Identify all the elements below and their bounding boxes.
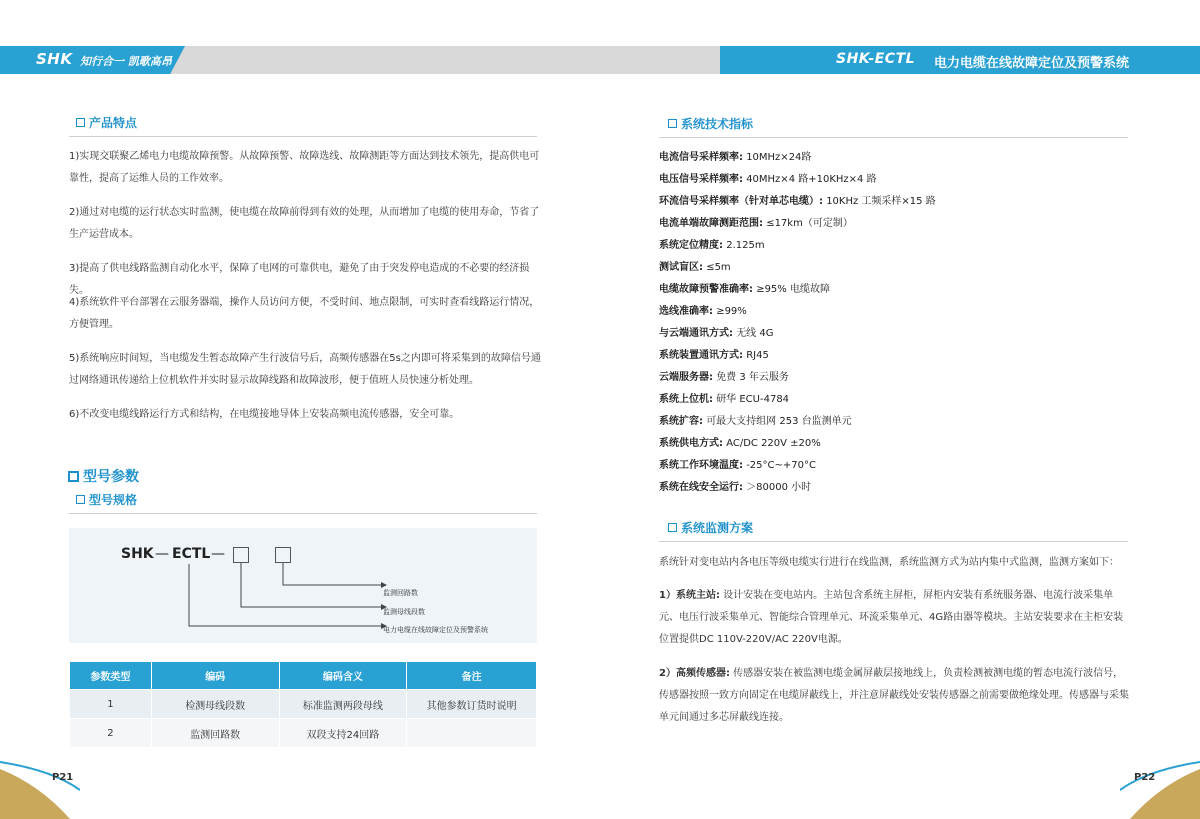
feature-3: 3)提高了供电线路监测自动化水平，保障了电网的可靠供电，避免了由于突发停电造成的不必要的经济损失。 xyxy=(69,263,530,296)
spec-row xyxy=(659,301,747,323)
diagram-label-system: 电力电缆在线故障定位及预警系统 xyxy=(383,626,488,634)
spec-row xyxy=(659,411,852,433)
main-station-paragraph: 1）系统主站: 设计安装在变电站内。主站包含系统主屏柜，屏柜内安装有系统服务器、电流行波采集单 元、电压行波采集单元、智能综合管理单元、环流采集单元、4G路由器等模块。主站安装要求在主柜安装 位置提供DC 110V-220V/AC 220V电源。 xyxy=(659,590,1124,645)
spec-label: 云端服务器: xyxy=(659,372,713,383)
feature-5: 5)系统响应时间短，当电缆发生暂态故障产生行波信号后，高频传感器在5s之内即可将采集到的故障信号通 过网络通讯传递给上位机软件并实时显示故障线路和故障波形，便于值班人员快速分析处理。 xyxy=(69,353,541,386)
table-cell: 1 xyxy=(70,690,152,719)
square-bullet-icon xyxy=(76,495,85,504)
feature-4: 4)系统软件平台部署在云服务器端，操作人员访问方便，不受时间、地点限制，可实时查看线路运行情况， 方便管理。 xyxy=(69,297,540,330)
brand-logo: SHK xyxy=(36,50,73,68)
spec-label: 与云端通讯方式: xyxy=(659,328,733,339)
spec-row xyxy=(659,257,731,279)
table-header-row xyxy=(70,662,537,690)
table-header: 编码 xyxy=(151,662,279,690)
spec-row xyxy=(659,235,765,257)
divider xyxy=(69,513,537,514)
table-header: 参数类型 xyxy=(70,662,152,690)
divider xyxy=(659,137,1128,138)
spec-value: 无线 4G xyxy=(736,328,774,339)
table-cell: 其他参数订货时说明 xyxy=(407,690,537,719)
specs-heading: 系统技术指标 xyxy=(668,115,753,132)
spec-value: 40MHz×4 路+10KHz×4 路 xyxy=(746,174,877,185)
sensor-paragraph: 2）高频传感器: 传感器安装在被监测电缆金属屏蔽层接地线上，负责检测被测电缆的暂态电流行波信号， 传感器按照一致方向固定在电缆屏蔽线上，并注意屏蔽线处安装传感器之前需要做绝缘处理。传感器与采集 单元间通过多芯屏蔽线连接。 xyxy=(659,668,1129,723)
spec-value: 研华 ECU-4784 xyxy=(716,394,790,405)
spec-label: 选线准确率: xyxy=(659,306,713,317)
spec-label: 系统扩容: xyxy=(659,416,703,427)
square-bullet-icon xyxy=(68,471,79,482)
spec-row xyxy=(659,455,816,477)
spec-value: ＞80000 小时 xyxy=(746,482,812,493)
table-row xyxy=(70,690,537,719)
table-cell xyxy=(407,719,537,748)
spec-row xyxy=(659,477,811,499)
diagram-label-loops: 监测回路数 xyxy=(383,589,418,597)
feature-1: 1)实现交联聚乙烯电力电缆故障预警。从故障预警、故障选线、故障测距等方面达到技术领先，提高供电可 靠性，提高了运维人员的工作效率。 xyxy=(69,151,540,184)
spec-value: RJ45 xyxy=(746,350,769,361)
code-dash: — xyxy=(155,546,169,562)
spec-row xyxy=(659,367,789,389)
table-header: 备注 xyxy=(407,662,537,690)
spec-label: 系统上位机: xyxy=(659,394,713,405)
square-bullet-icon xyxy=(76,118,85,127)
spec-label: 系统供电方式: xyxy=(659,438,723,449)
spec-value: 10KHz 工频采样×15 路 xyxy=(826,196,936,207)
model-spec-heading: 型号规格 xyxy=(76,491,137,508)
spec-row xyxy=(659,389,789,411)
spec-label: 电流信号采样频率: xyxy=(659,152,743,163)
spec-label: 系统装置通讯方式: xyxy=(659,350,743,361)
page-number-right: P22 xyxy=(1134,772,1156,783)
divider xyxy=(659,541,1128,542)
diagram-label-busbar: 监测母线段数 xyxy=(383,608,425,616)
code-dash: — xyxy=(211,546,225,562)
spec-value: ≤17km（可定制） xyxy=(766,218,853,229)
spec-label: 系统工作环境温度: xyxy=(659,460,743,471)
spec-value: ≥95% 电缆故障 xyxy=(756,284,830,295)
code-prefix: SHK xyxy=(121,546,154,562)
spec-value: 可最大支持组网 253 台监测单元 xyxy=(706,416,852,427)
parameter-table xyxy=(69,661,537,748)
spec-label: 电流单端故障测距范围: xyxy=(659,218,763,229)
spec-value: ≥99% xyxy=(716,306,747,317)
model-params-heading: 型号参数 xyxy=(68,466,139,486)
model-code-diagram xyxy=(69,528,537,643)
spec-value: ≤5m xyxy=(706,262,731,273)
product-title: 电力电缆在线故障定位及预警系统 xyxy=(934,56,1130,71)
table-header: 编码含义 xyxy=(279,662,407,690)
spec-row xyxy=(659,433,821,455)
sensor-label: 2）高频传感器: xyxy=(659,668,730,679)
table-cell: 2 xyxy=(70,719,152,748)
square-bullet-icon xyxy=(668,523,677,532)
feature-2: 2)通过对电缆的运行状态实时监测，使电缆在故障前得到有效的处理，从而增加了电缆的使用寿命，节省了 生产运营成本。 xyxy=(69,207,540,240)
table-cell: 检测母线段数 xyxy=(151,690,279,719)
table-cell: 双段支持24回路 xyxy=(279,719,407,748)
spec-label: 系统定位精度: xyxy=(659,240,723,251)
spec-row xyxy=(659,279,830,301)
spec-label: 电缆故障预警准确率: xyxy=(659,284,753,295)
spec-row xyxy=(659,345,769,367)
spec-row xyxy=(659,169,877,191)
feature-6: 6)不改变电缆线路运行方式和结构，在电缆接地导体上安装高频电流传感器，安全可靠。 xyxy=(69,409,460,420)
spec-row xyxy=(659,323,773,345)
spec-value: 免费 3 年云服务 xyxy=(716,372,789,383)
monitor-intro: 系统针对变电站内各电压等级电缆实行进行在线监测，系统监测方式为站内集中式监测，监测方案如下： xyxy=(659,557,1119,568)
spec-label: 电压信号采样频率: xyxy=(659,174,743,185)
table-cell: 监测回路数 xyxy=(151,719,279,748)
product-model: SHK-ECTL xyxy=(836,51,916,67)
table-cell: 标准监测两段母线 xyxy=(279,690,407,719)
divider xyxy=(69,136,537,137)
header-band xyxy=(0,46,1200,74)
spec-label: 系统在线安全运行: xyxy=(659,482,743,493)
spec-value: -25°C~+70°C xyxy=(746,460,816,471)
monitor-heading: 系统监测方案 xyxy=(668,519,753,536)
spec-row xyxy=(659,213,853,235)
spec-row xyxy=(659,147,811,169)
code-ectl: ECTL xyxy=(172,546,211,562)
spec-label: 环流信号采样频率（针对单芯电缆）: xyxy=(659,196,823,207)
spec-value: AC/DC 220V ±20% xyxy=(726,438,821,449)
page-number-left: P21 xyxy=(52,772,74,783)
square-bullet-icon xyxy=(668,119,677,128)
features-heading: 产品特点 xyxy=(76,114,137,131)
spec-value: 2.125m xyxy=(726,240,765,251)
table-row xyxy=(70,719,537,748)
spec-value: 10MHz×24路 xyxy=(746,152,812,163)
brand-slogan: 知行合一 凯歌高昂 xyxy=(80,55,172,68)
spec-label: 测试盲区: xyxy=(659,262,703,273)
spec-row xyxy=(659,191,936,213)
decorative-arc-right xyxy=(1120,740,1200,819)
main-station-label: 1）系统主站: xyxy=(659,590,720,601)
